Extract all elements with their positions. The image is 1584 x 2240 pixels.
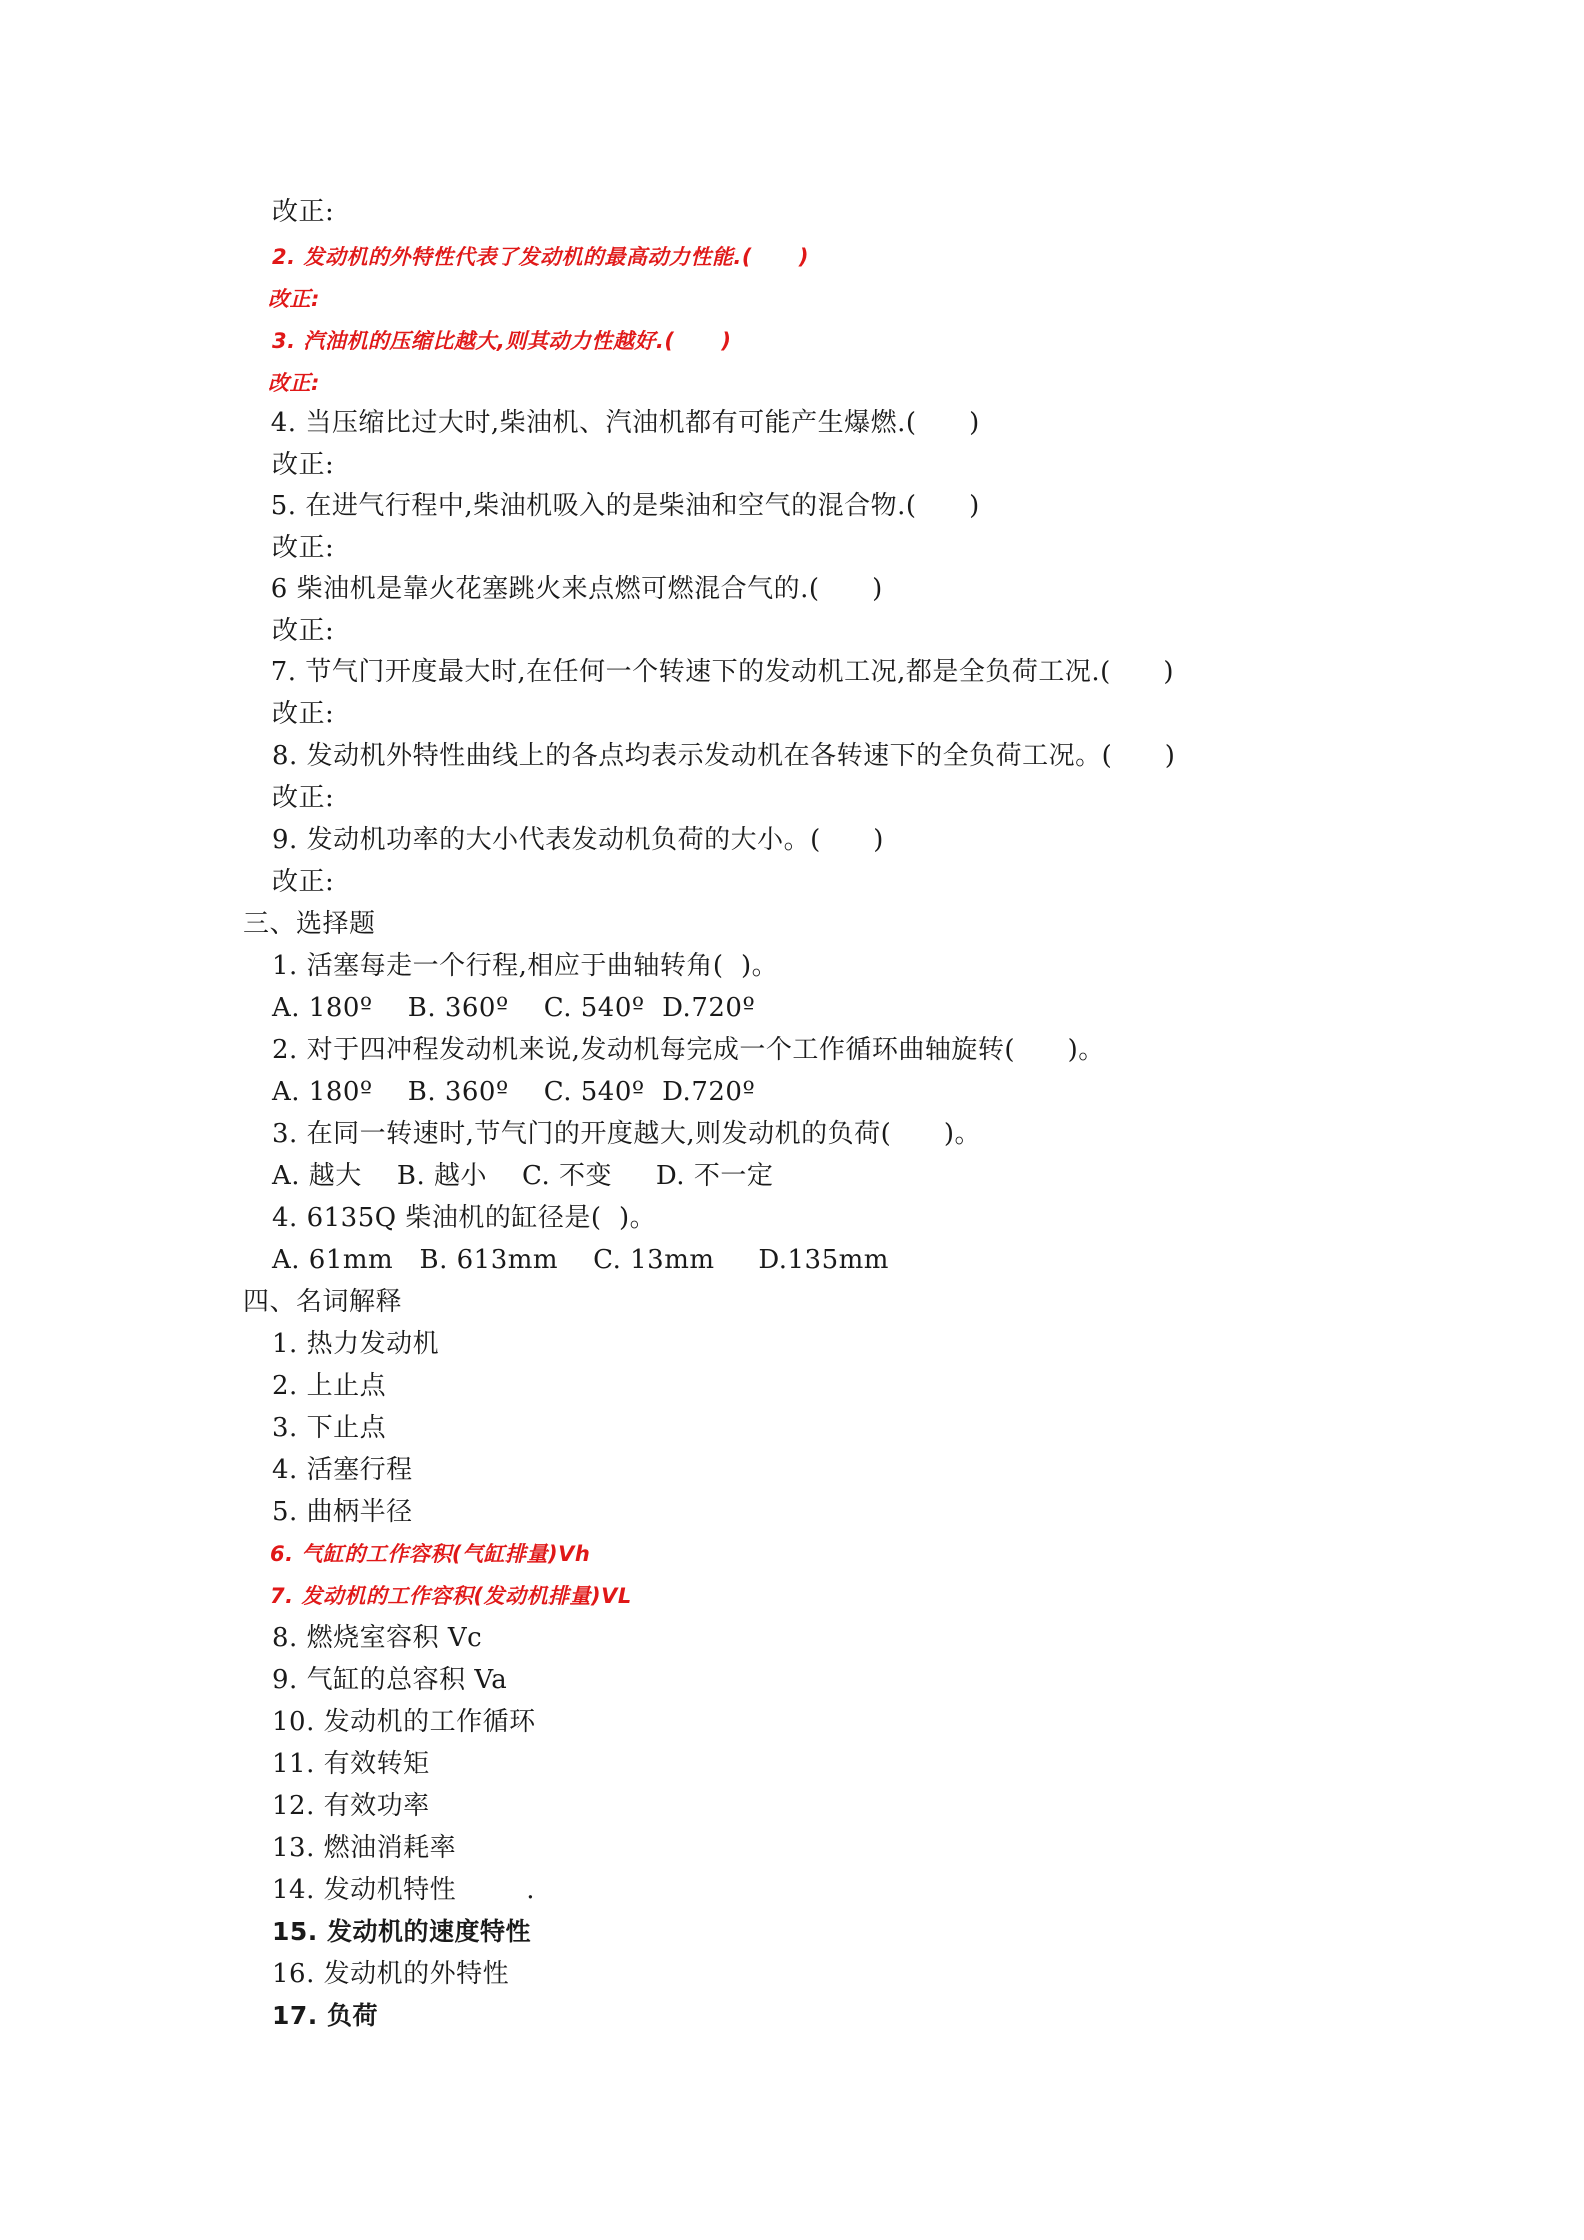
term-item: 4. 活塞行程 [272,1455,413,1485]
correction-label: 改正: [272,867,335,897]
choice-options-1: A. 180º B. 360º C. 540º D.720º [272,993,756,1023]
correction-label: 改正: [272,533,335,563]
choice-options-3: A. 越大 B. 越小 C. 不变 D. 不一定 [272,1161,774,1191]
question-7: 7. 节气门开度最大时,在任何一个转速下的发动机工况,都是全负荷工况.( ) [262,657,1175,687]
term-item: 9. 气缸的总容积 Va [272,1665,508,1695]
correction-label: 改正: [272,616,335,646]
term-item: 5. 曲柄半径 [272,1497,413,1527]
question-8: 8. 发动机外特性曲线上的各点均表示发动机在各转速下的全负荷工况。( ) [272,741,1176,771]
correction-label: 改正: [272,699,335,729]
section-heading-choice: 三、选择题 [243,909,376,939]
question-2: 2. 发动机的外特性代表了发动机的最高动力性能.( ) [272,245,809,269]
correction-label: 改正: [272,197,335,227]
question-5: 5. 在进气行程中,柴油机吸入的是柴油和空气的混合物.( ) [262,491,980,521]
choice-question-2: 2. 对于四冲程发动机来说,发动机每完成一个工作循环曲轴旋转( )。 [272,1035,1105,1065]
choice-options-4: A. 61mm B. 613mm C. 13mm D.135mm [272,1245,889,1275]
term-item: 16. 发动机的外特性 [272,1959,510,1989]
question-6: 6 柴油机是靠火花塞跳火来点燃可燃混合气的.( ) [262,574,883,604]
choice-question-4: 4. 6135Q 柴油机的缸径是( )。 [272,1203,657,1233]
question-4: 4. 当压缩比过大时,柴油机、汽油机都有可能产生爆燃.( ) [262,408,980,438]
choice-question-1: 1. 活塞每走一个行程,相应于曲轴转角( )。 [272,951,779,981]
term-item: 14. 发动机特性 . [272,1875,535,1905]
term-item: 6. 气缸的工作容积(气缸排量)Vh [270,1542,591,1566]
choice-options-2: A. 180º B. 360º C. 540º D.720º [272,1077,756,1107]
correction-label: 改正: [268,371,320,395]
term-item: 3. 下止点 [272,1413,387,1443]
choice-question-3: 3. 在同一转速时,节气门的开度越大,则发动机的负荷( )。 [272,1119,981,1149]
term-item: 8. 燃烧室容积 Vc [272,1623,483,1653]
section-heading-terms: 四、名词解释 [243,1287,403,1317]
term-item: 10. 发动机的工作循环 [272,1707,536,1737]
term-item: 12. 有效功率 [272,1791,430,1821]
question-9: 9. 发动机功率的大小代表发动机负荷的大小。( ) [272,825,884,855]
term-item: 17. 负荷 [272,2001,378,2030]
term-item: 2. 上止点 [272,1371,387,1401]
term-item: 1. 热力发动机 [272,1329,440,1359]
term-item: 13. 燃油消耗率 [272,1833,457,1863]
correction-label: 改正: [272,450,335,480]
term-item: 7. 发动机的工作容积(发动机排量)VL [270,1584,632,1608]
term-item: 11. 有效转矩 [272,1749,430,1779]
term-item: 15. 发动机的速度特性 [272,1917,531,1946]
correction-label: 改正: [268,287,320,311]
question-3: 3. 汽油机的压缩比越大,则其动力性越好.( ) [272,329,732,353]
correction-label: 改正: [272,783,335,813]
